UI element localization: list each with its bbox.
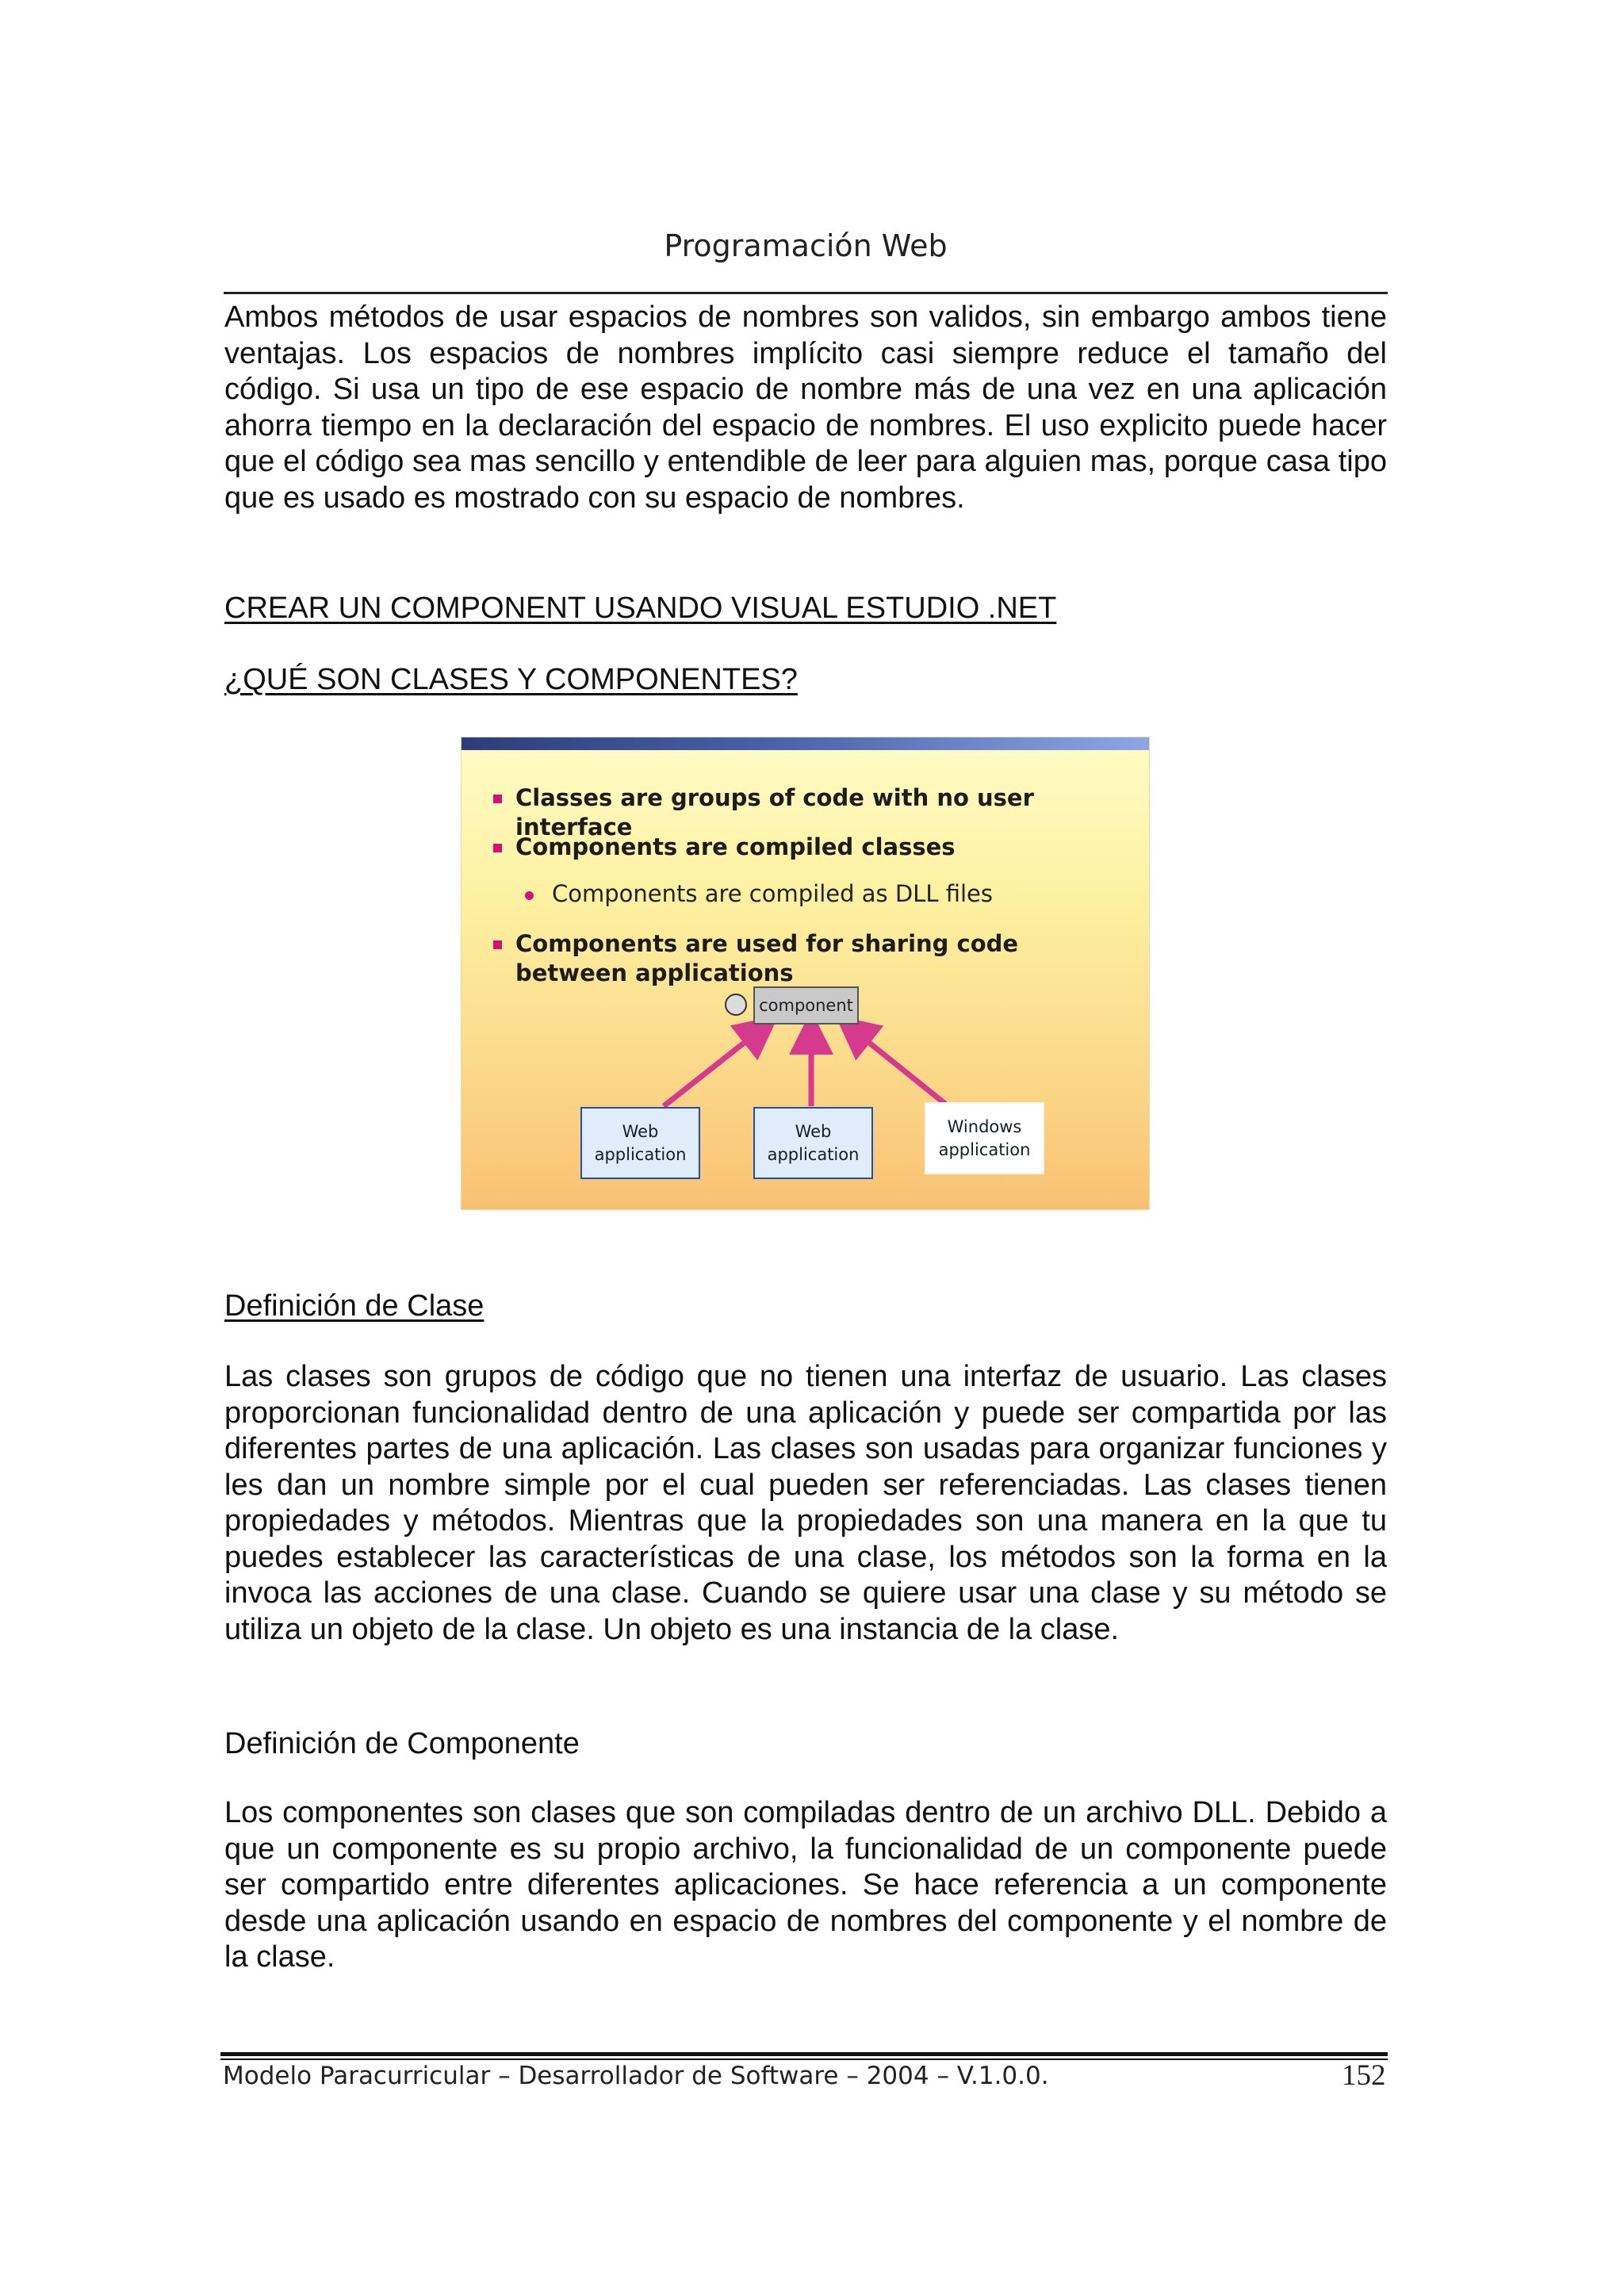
- footer-divider-thick: [220, 2052, 1388, 2056]
- footer-divider-thin: [220, 2058, 1388, 2060]
- classes-components-slide: [462, 737, 1149, 1209]
- class-definition-paragraph: Las clases son grupos de código que no tienen una interfaz de usuario. Las clases proporcionan funcionalidad dentro de una aplicación y puede ser compartida por las diferentes partes de una aplicación. Las clases son usadas para organizar funciones y les dan un nombre simple por el cual pueden ser referenciadas. Las clases tienen propiedades y métodos. Mientras que la propiedades son una manera en la que tu puedes establecer las características de una clase, los métodos son la forma en la invoca las acciones de una clase. Cuando se quiere usar una clase y su método se utiliza un objeto de la clase. Un objeto es una instancia de la clase.: [224, 1360, 1387, 1646]
- slide-bullet-classes: Classes are groups of code with no user interface: [515, 784, 1034, 841]
- page-number: 152: [1342, 2059, 1386, 2092]
- app-line2: application: [938, 1139, 1031, 1159]
- header-divider: [224, 292, 1388, 294]
- heading-classes-components: ¿QUÉ SON CLASES Y COMPONENTES?: [224, 663, 798, 696]
- web-application-box-1: [580, 1107, 700, 1179]
- heading-component-definition: Definición de Componente: [224, 1727, 580, 1760]
- footer-text: Modelo Paracurricular – Desarrollador de Software – 2004 – V.1.0.0.: [223, 2062, 1049, 2090]
- app-line2: application: [594, 1144, 687, 1164]
- app-line1: Web: [795, 1121, 832, 1141]
- component-box: component: [753, 986, 859, 1024]
- windows-application-box: [925, 1102, 1044, 1174]
- heading-create-component: CREAR UN COMPONENT USANDO VISUAL ESTUDIO .NET: [224, 592, 1057, 625]
- web-application-box-2: [753, 1107, 873, 1179]
- slide-bullet-sharing: Components are used for sharing code between applications: [515, 930, 1019, 986]
- component-interface-icon: [725, 994, 747, 1016]
- page-header-title: Programación Web: [664, 228, 948, 263]
- arrow-windows-app: [852, 1029, 945, 1104]
- app-line1: Web: [622, 1121, 659, 1141]
- slide-bullet-compiled: Components are compiled classes: [515, 833, 956, 860]
- arrow-web-app-1: [664, 1029, 761, 1106]
- component-definition-paragraph: Los componentes son clases que son compiladas dentro de un archivo DLL. Debido a que un componente es su propio archivo, la funcionalidad de un componente puede ser compartido entre diferentes aplicaciones. Se hace referencia a un componente desde una aplicación usando en espacio de nombres del componente y el nombre de la clase.: [224, 1796, 1387, 1974]
- intro-paragraph: Ambos métodos de usar espacios de nombres son validos, sin embargo ambos tiene ventajas. Los espacios de nombres implícito casi siempre reduce el tamaño del código. Si usa un tipo de ese espacio de nombre más de una vez en una aplicación ahorra tiempo en la declaración del espacio de nombres. El uso explicito puede hacer que el código sea mas sencillo y entendible de leer para alguien mas, porque casa tipo que es usado es mostrado con su espacio de nombres.: [224, 301, 1387, 515]
- slide-sub-bullet-dll: Components are compiled as DLL files: [552, 880, 993, 907]
- app-line1: Windows: [947, 1116, 1022, 1136]
- heading-class-definition: Definición de Clase: [224, 1289, 485, 1323]
- app-line2: application: [767, 1144, 860, 1164]
